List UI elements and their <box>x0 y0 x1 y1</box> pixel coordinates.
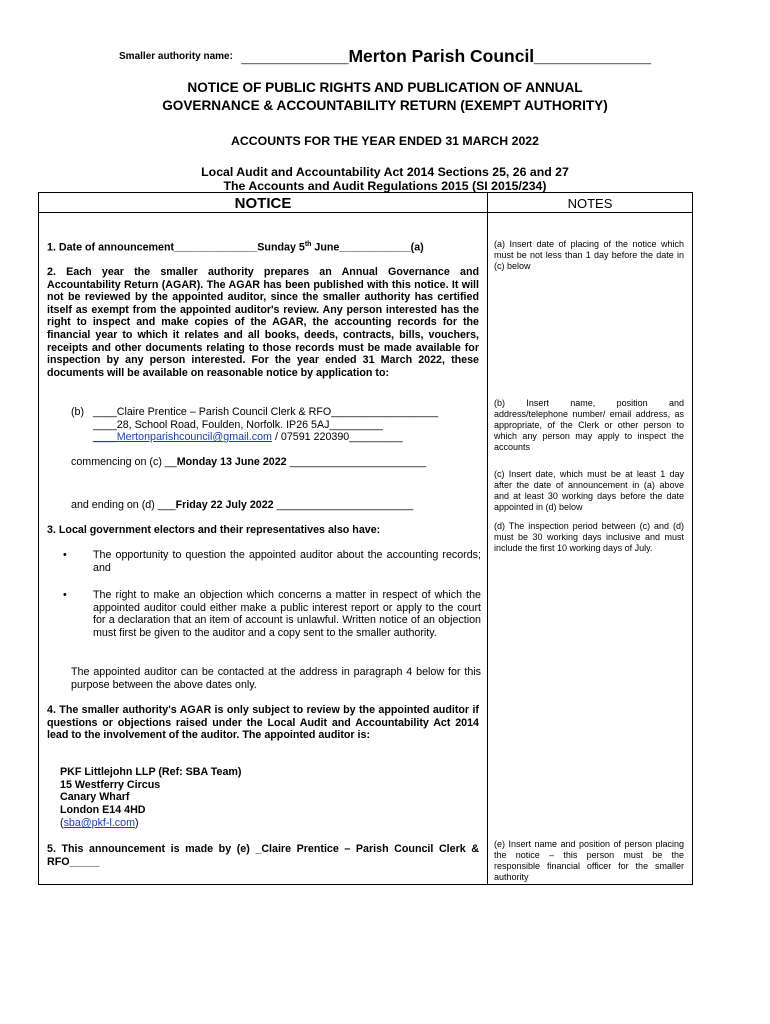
note-a: (a) Insert date of placing of the notice which must be not less than 1 day before the date in (c) below <box>494 239 684 271</box>
note-e: (e) Insert name and position of person placing the notice – this person must be the responsible financial officer for the smaller authority <box>494 839 684 882</box>
auditor-street: 15 Westferry Circus <box>60 778 161 791</box>
accounts-year-line: ACCOUNTS FOR THE YEAR ENDED 31 MARCH 2022 <box>231 134 539 148</box>
paragraph-1-date-of-announcement: 1. Date of announcement______________Sunday 5th June____________(a) <box>47 241 424 254</box>
contact-marker: (b) <box>71 406 85 418</box>
auditor-address-block <box>60 766 480 816</box>
paragraph-5-announcement-by: 5. This announcement is made by (e) _Claire Prentice – Parish Council Clerk & RFO_____ <box>47 843 479 868</box>
auditor-email-line: (sba@pkf-l.com) <box>60 817 139 829</box>
auditor-area: Canary Wharf <box>60 791 130 804</box>
auditor-email-link[interactable]: sba@pkf-l.com <box>63 817 135 829</box>
authority-name-line <box>0 46 770 67</box>
notice-column-header: NOTICE <box>234 195 292 212</box>
auditor-contact-note: The appointed auditor can be contacted at the address in paragraph 4 below for this purpose between the above dates only. <box>71 666 481 691</box>
contact-name-line: ____Claire Prentice – Parish Council Clerk & RFO__________________ <box>93 406 439 418</box>
contact-email-link[interactable]: ____Mertonparishcouncil@gmail.com <box>93 431 272 444</box>
bullet-objection-right: The right to make an objection which concerns a matter in respect of which the appointed auditor could either make a public interest report or apply to the court for a declaration that an item of account is unlawful. Written notice of an objection must first be given to the auditor and a copy sent to the smaller authority. <box>93 589 481 639</box>
column-divider <box>487 193 488 884</box>
notice-title: NOTICE OF PUBLIC RIGHTS AND PUBLICATION OF ANNUAL GOVERNANCE & ACCOUNTABILITY RETURN (EXEMPT AUTHORITY) <box>162 80 608 113</box>
legislation-block <box>0 165 770 193</box>
auditor-city: London E14 4HD <box>60 803 146 816</box>
note-b: (b) Insert name, position and address/telephone number/ email address, as appropriate, of the Clerk or other person to which any person may apply to inspect the accounts <box>494 398 684 452</box>
paragraph-3-heading: 3. Local government electors and their representatives also have: <box>47 524 381 536</box>
bullet-dot-2: • <box>63 589 67 601</box>
notes-column-header: NOTES <box>567 196 613 211</box>
bullet-question-auditor: The opportunity to question the appointed auditor about the accounting records; and <box>93 549 481 574</box>
legislation-act: Local Audit and Accountability Act 2014 Sections 25, 26 and 27 <box>201 165 569 179</box>
header-divider <box>39 212 692 213</box>
bullet-dot-1: • <box>63 549 67 561</box>
auditor-name: PKF Littlejohn LLP (Ref: SBA Team) <box>60 766 242 778</box>
note-d: (d) The inspection period between (c) and (d) must be 30 working days inclusive and must include the first 10 working days of July. <box>494 521 684 553</box>
authority-name-value: ___________Merton Parish Council____________ <box>241 46 651 66</box>
commencing-line: commencing on (c) __Monday 13 June 2022 _______________________ <box>71 456 427 468</box>
ending-line: and ending on (d) ___Friday 22 July 2022 _______________________ <box>71 499 414 511</box>
paragraph-4-appointed-auditor: 4. The smaller authority's AGAR is only subject to review by the appointed auditor if questions or objections raised under the Local Audit and Accountability Act 2014 lead to the involvement of the auditor. The appointed auditor is: <box>47 704 479 742</box>
notice-table <box>38 192 693 885</box>
contact-block <box>93 406 483 444</box>
paragraph-2-agar-publication: 2. Each year the smaller authority prepares an Annual Governance and Accountability Return (AGAR). The AGAR has been published with this notice. It will not be reviewed by the appointed auditor, since the smaller authority has certified itself as exempt from the appointed auditor's review. Any person interested has the right to inspect and make copies of the AGAR, the accounting records for the financial year to which it relates and all books, deeds, contracts, bills, vouchers, receipts and other documents relating to those records must be made available for inspection by any person interested. For the year ended 31 March 2022, these documents will be available on reasonable notice by application to: <box>47 266 479 379</box>
contact-address-line: ____28, School Road, Foulden, Norfolk. IP26 5AJ_________ <box>93 418 383 431</box>
contact-email-line: ____Mertonparishcouncil@gmail.com / 07591 220390_________ <box>93 431 403 444</box>
legislation-regulations: The Accounts and Audit Regulations 2015 (SI 2015/234) <box>223 179 547 193</box>
note-c: (c) Insert date, which must be at least 1 day after the date of announcement in (a) above and at least 30 working days before the date appointed in (d) below <box>494 469 684 512</box>
authority-name-label: Smaller authority name: <box>119 51 233 62</box>
